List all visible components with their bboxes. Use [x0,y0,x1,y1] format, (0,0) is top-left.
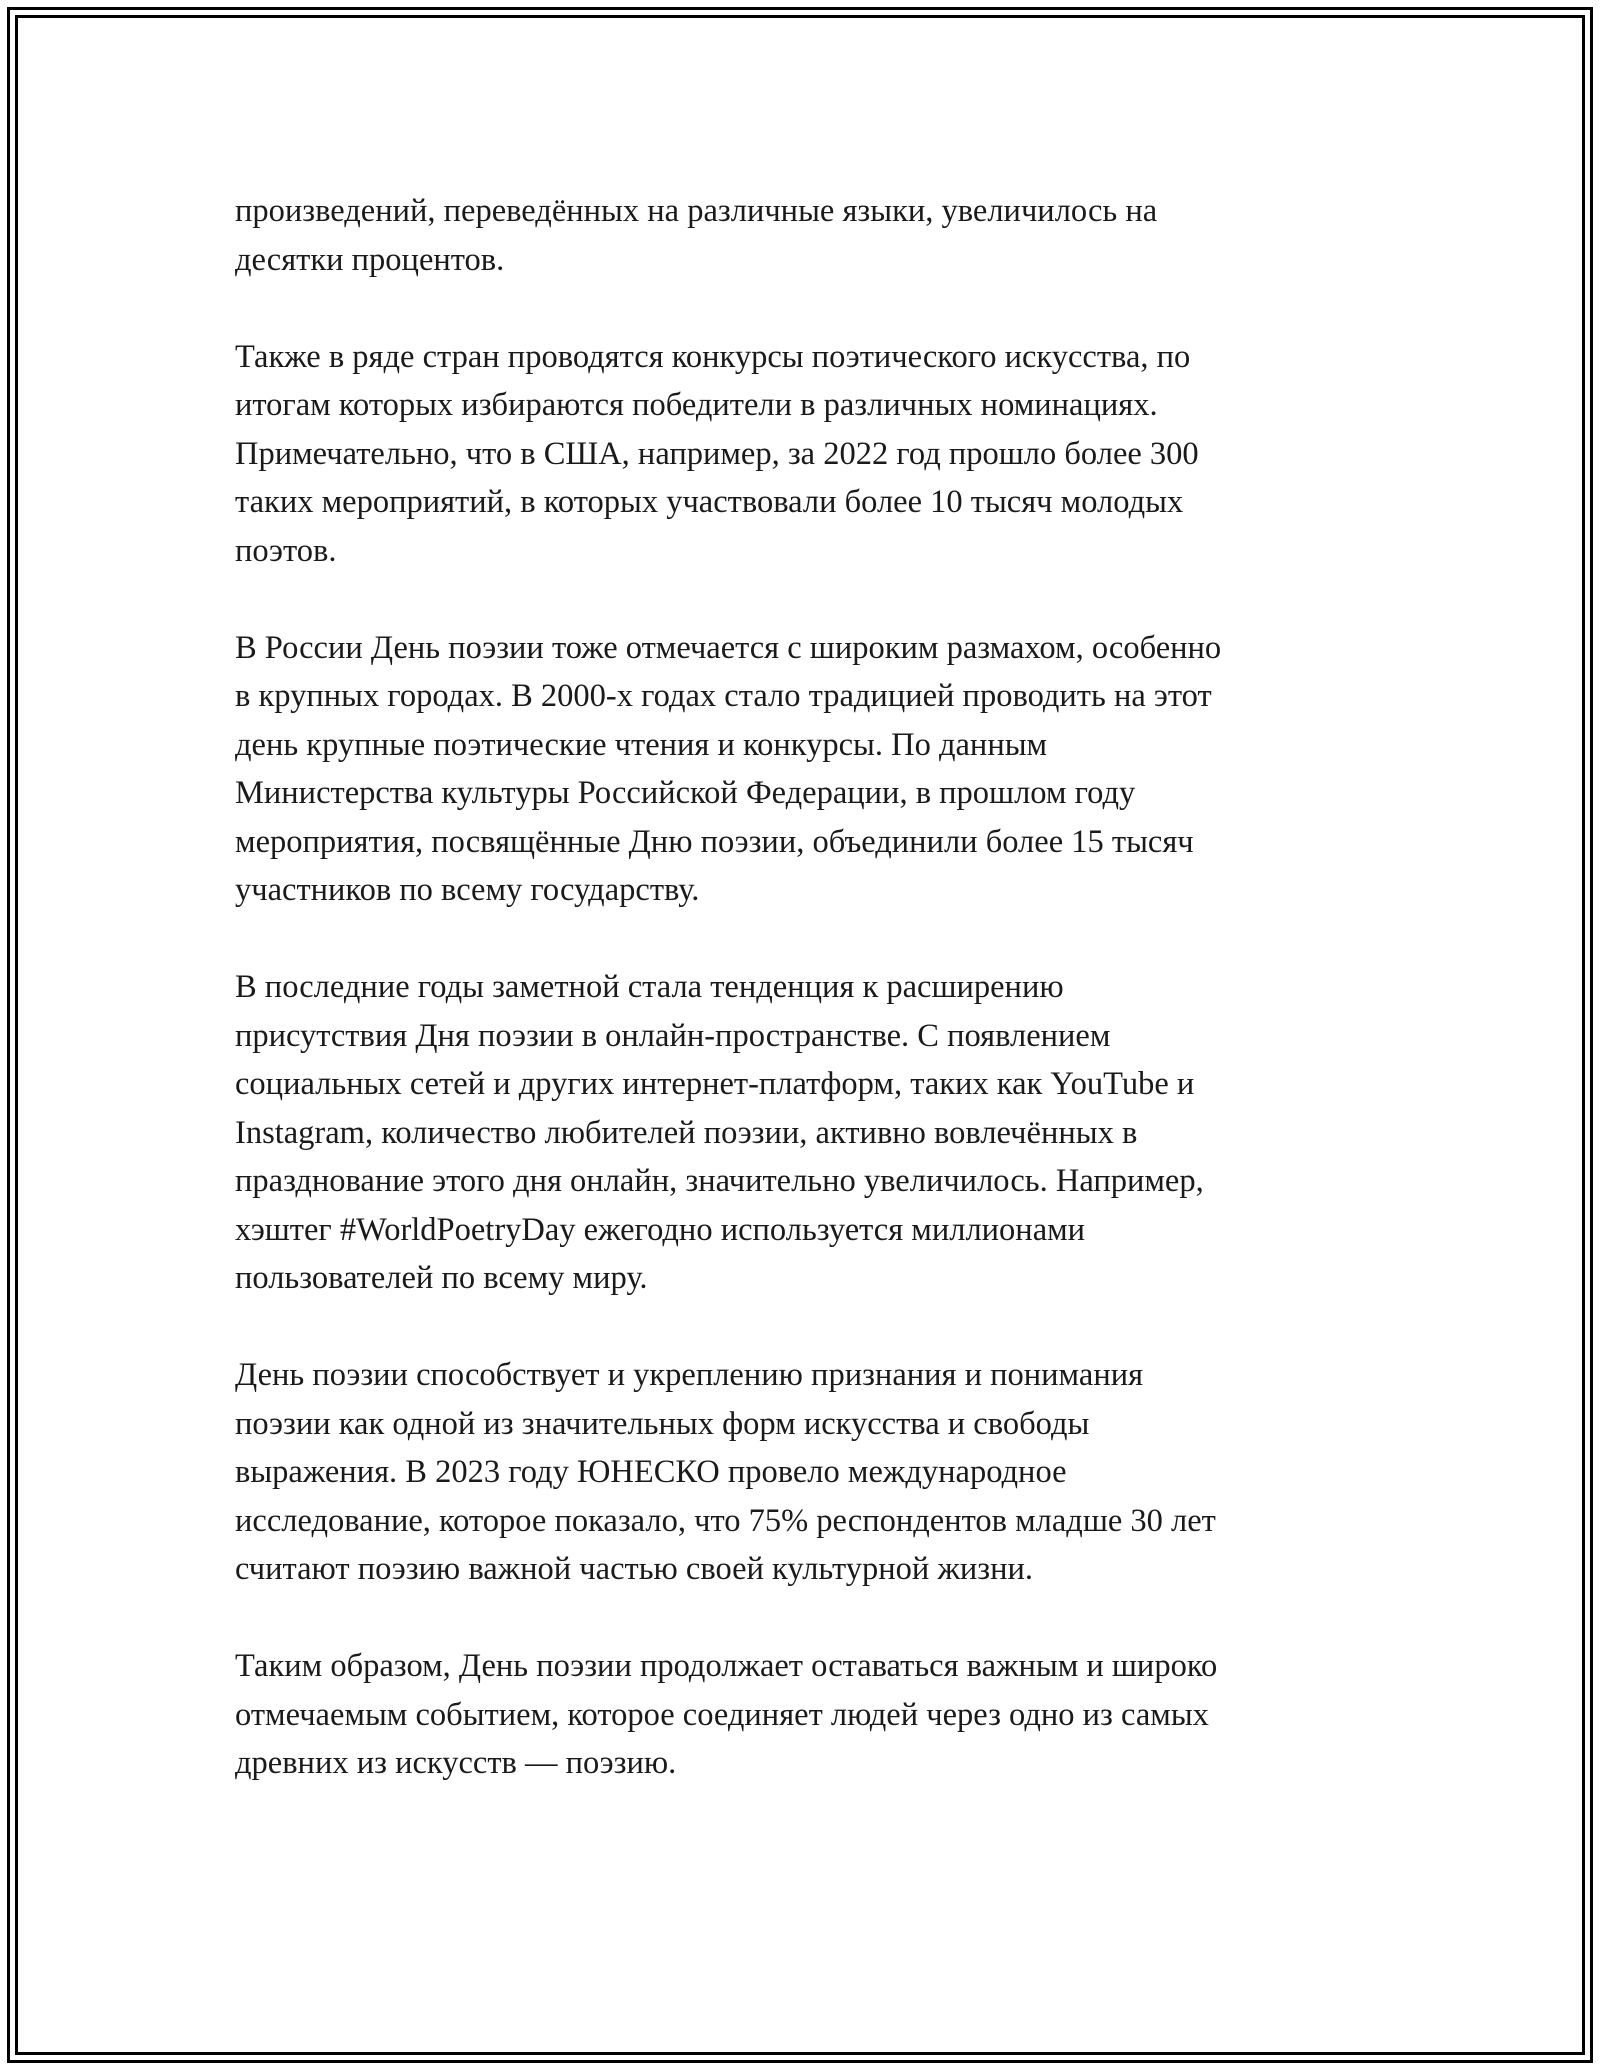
paragraph-russia: В России День поэзии тоже отмечается с широким размахом, особенно в крупных городах. В 2000-х годах стало традицией проводить на этот день крупные поэтические чтения и конкурсы. По данным Министерства культуры Российской Федерации, в прошлом году мероприятия, посвящённые Дню поэзии, объединили более 15 тысяч участников по всему государству. [235,629,1222,908]
paragraph-unesco: День поэзии способствует и укреплению признания и понимания поэзии как одной из значительных форм искусства и свободы выражения. В 2023 году ЮНЕСКО провело международное исследование, которое показало, что 75% респондентов младше 30 лет считают поэзию важной частью своей культурной жизни. [235,1357,1216,1587]
paragraph-translations: произведений, переведённых на различные языки, увеличилось на десятки процентов. [235,193,1158,278]
paragraph-competitions: Также в ряде стран проводятся конкурсы поэтического искусства, по итогам которых избираются победители в различных номинациях. Примечательно, что в США, например, за 2022 год прошло более 300 таких мероприятий, в которых участвовали более 10 тысяч молодых поэтов. [235,338,1199,569]
document-body [235,187,1375,1788]
paragraph-online: В последние годы заметной стала тенденция к расширению присутствия Дня поэзии в онлайн-пространстве. С появлением социальных сетей и других интернет-платформ, таких как YouTube и Instagram, количество любителей поэзии, активно вовлечённых в празднование этого дня онлайн, значительно увеличилось. Например, хэштег #WorldPoetryDay ежегодно используется миллионами пользователей по всему миру. [235,969,1204,1296]
paragraph-conclusion: Таким образом, День поэзии продолжает оставаться важным и широко отмечаемым событием, которое соединяет людей через одно из самых древних из искусств — поэзию. [235,1648,1218,1781]
